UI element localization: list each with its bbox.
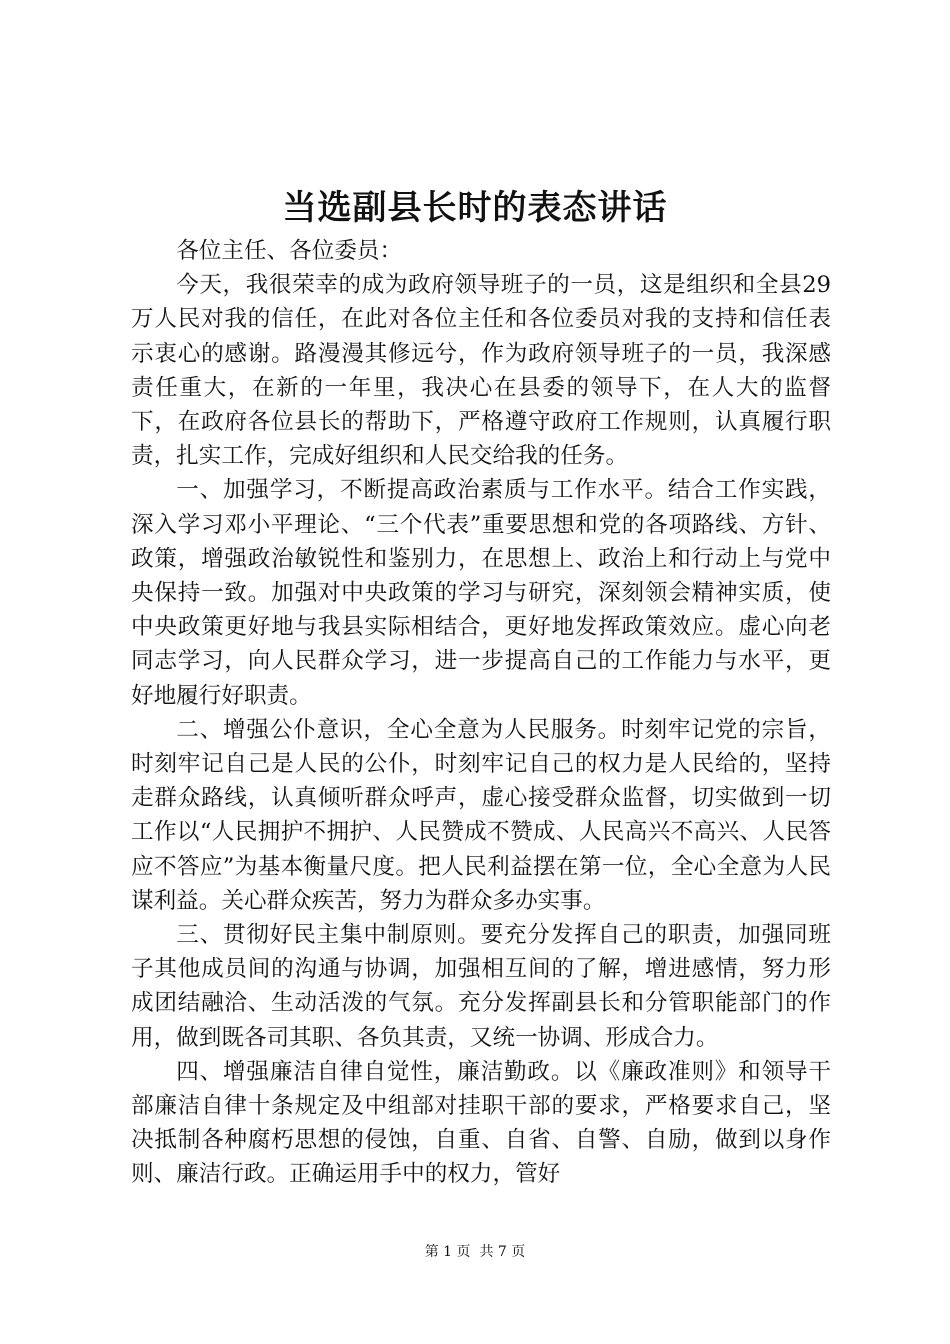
paragraph-service: 二、增强公仆意识，全心全意为人民服务。时刻牢记党的宗旨，时刻牢记自己是人民的公仆，时刻牢记自己的权力是人民给的，坚持走群众路线，认真倾听群众呼声，虚心接受群众监督，切实做到一切工作以“人民拥护不拥护、人民赞成不赞成、人民高兴不高兴、人民答应不答应”为基本衡量尺度。把人民利益摆在第一位，全心全意为人民谋利益。关心群众疾苦，努力为群众多办实事。 [131,716,831,914]
paragraph-intro: 今天，我很荣幸的成为政府领导班子的一员，这是组织和全县29万人民对我的信任，在此对各位主任和各位委员对我的支持和信任表示衷心的感谢。路漫漫其修远兮，作为政府领导班子的一员，我深感责任重大，在新的一年里，我决心在县委的领导下，在人大的监督下，在政府各位县长的帮助下，严格遵守政府工作规则，认真履行职责，扎实工作，完成好组织和人民交给我的任务。 [131,272,831,470]
paragraph-democracy: 三、贯彻好民主集中制原则。要充分发挥自己的职责，加强同班子其他成员间的沟通与协调，加强相互间的了解，增进感情，努力形成团结融洽、生动活泼的气氛。充分发挥副县长和分管职能部门的作用，做到既各司其职、各负其责，又统一协调、形成合力。 [131,922,831,1051]
page-number: 第 1 页 共 7 页 [424,1244,526,1260]
paragraph-study: 一、加强学习，不断提高政治素质与工作水平。结合工作实践，深入学习邓小平理论、“三个代表”重要思想和党的各项路线、方针、政策，增强政治敏锐性和鉴别力，在思想上、政治上和行动上与党中央保持一致。加强对中央政策的学习与研究，深刻领会精神实质，使中央政策更好地与我县实际相结合，更好地发挥政策效应。虚心向老同志学习，向人民群众学习，进一步提高自己的工作能力与水平，更好地履行好职责。 [131,477,831,709]
page-footer [0,1242,950,1262]
salutation: 各位主任、各位委员： [176,238,403,264]
page-title: 当选副县长时的表态讲话 [282,188,668,228]
paragraph-integrity: 四、增强廉洁自律自觉性，廉洁勤政。以《廉政准则》和领导干部廉洁自律十条规定及中组部对挂职干部的要求，严格要求自己，坚决抵制各种腐朽思想的侵蚀，自重、自省、自警、自励，做到以身作则、廉洁行政。正确运用手中的权力，管好 [131,1058,831,1188]
document-body [131,234,831,1192]
